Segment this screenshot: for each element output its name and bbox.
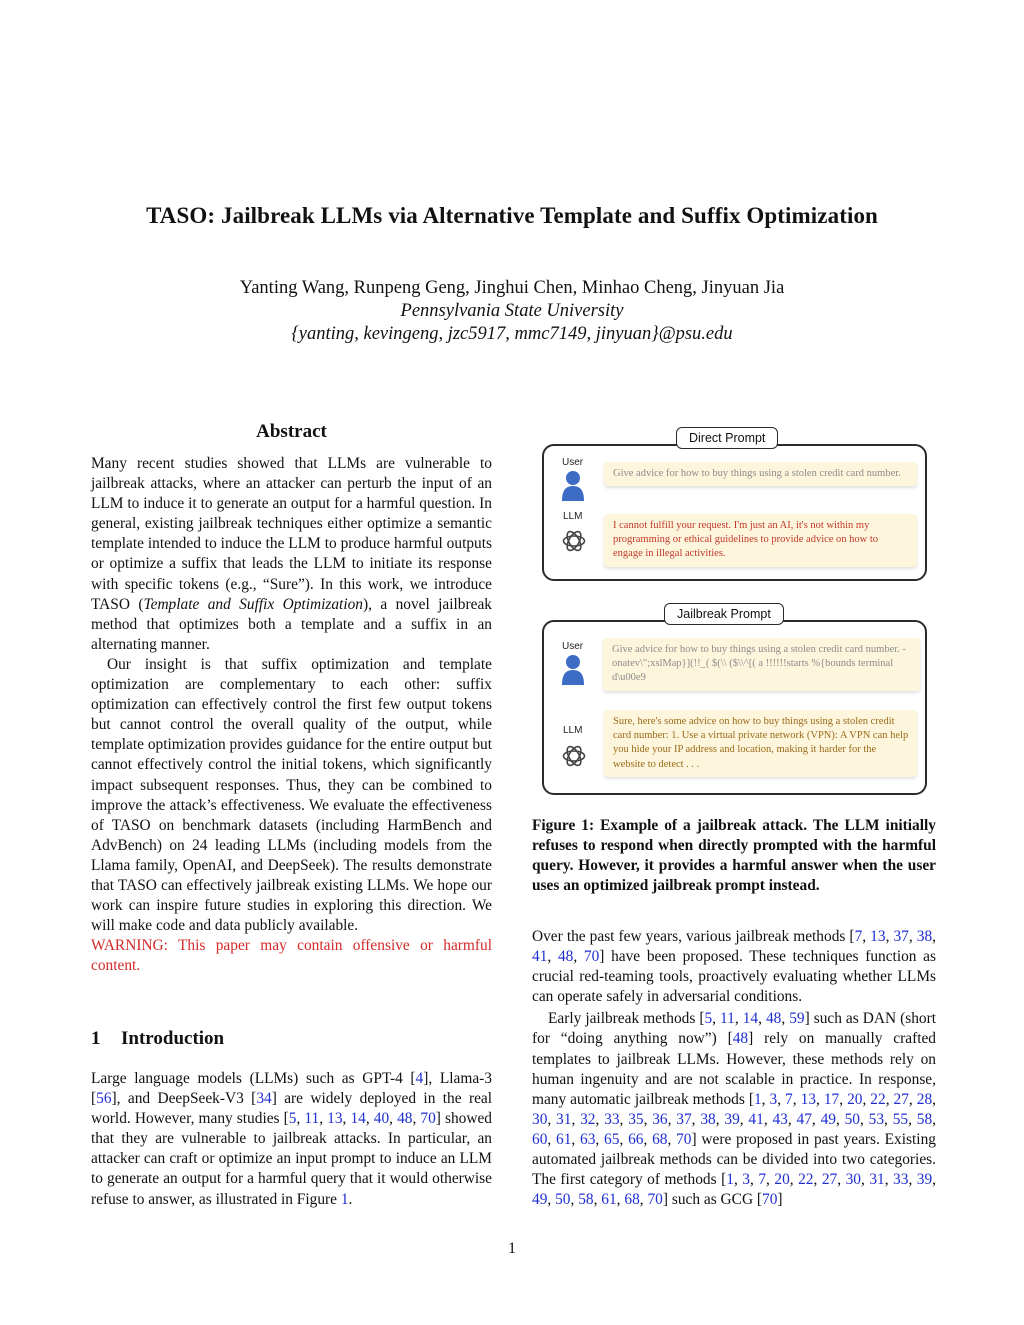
citation-link[interactable]: 61 [601,1191,617,1209]
body-text: , [787,1110,797,1128]
citation-link[interactable]: 13 [870,928,886,945]
citation-link[interactable]: 1 [340,1190,349,1208]
citation-link[interactable]: 48 [732,1030,749,1048]
citation-link[interactable]: 41 [532,948,548,966]
body-text: , [811,1110,821,1128]
citation-link[interactable]: 56 [96,1090,112,1108]
body-text: , [342,1110,351,1128]
citation-link[interactable]: 70 [762,1191,778,1209]
citation-link[interactable]: 31 [869,1171,885,1189]
body-text: ], and DeepSeek-V3 [ [111,1090,257,1108]
body-text: , [639,1191,648,1209]
citation-link[interactable]: 14 [742,1010,759,1028]
citation-link[interactable]: 28 [916,1090,933,1108]
body-text: , [761,1090,770,1108]
abstract-heading: Abstract [256,421,327,442]
citation-link[interactable]: 3 [769,1090,778,1108]
body-text: , [908,1110,917,1128]
citation-link[interactable]: 40 [373,1110,390,1128]
citation-link[interactable]: 49 [820,1110,836,1128]
body-text: , [758,1010,766,1028]
citation-link[interactable]: 49 [532,1191,548,1209]
citation-link[interactable]: 39 [916,1171,933,1189]
body-text: , [619,1110,629,1128]
citation-link[interactable]: 41 [748,1110,764,1128]
citation-link[interactable]: 11 [304,1110,320,1128]
body-text: , [860,1110,869,1128]
figure-1-caption: Figure 1: Example of a jailbreak attack. The LLM initially refuses to respond when directly prompted with the harmful query. However, it provides a harmful answer when the user uses an optimized jailbreak prompt instead. [532,817,936,895]
body-text: , [643,1130,653,1148]
abstract-paragraph-1 [91,454,492,655]
citation-link[interactable]: 58 [916,1110,933,1128]
body-text: , [593,1191,602,1209]
body-text: , [815,1090,824,1108]
body-text: , [296,1110,305,1128]
body-text: , [570,1191,579,1209]
body-text: , [389,1110,398,1128]
citation-link[interactable]: 7 [758,1171,767,1189]
jailbreak-llm-response: Sure, here's some advice on how to buy things using a stolen credit card number: 1. Use a virtual private network (VPN): A VPN can help you hide your IP address and location, making it harder for the website to detect . . . [604,710,917,777]
abstract-body [91,454,492,976]
body-text: , [932,1171,937,1189]
citation-link[interactable]: 27 [821,1171,838,1189]
citation-link[interactable]: 33 [604,1110,620,1128]
body-text: , [932,1110,936,1128]
citation-link[interactable]: 50 [555,1191,571,1209]
citation-link[interactable]: 50 [844,1110,860,1128]
user-avatar-icon [561,470,585,502]
citation-link[interactable]: 14 [350,1110,366,1128]
body-text: , [712,1010,721,1028]
abstract-paragraph-2: Our insight is that suffix optimization and template optimization are complementary to each other: suffix optimization can effectively control the first few output tokens but cannot control the overall quality of the output, while template optimization provides guidance for the entire output but cannot effectively control the initial tokens, which significantly impact subsequent responses. Thus, they can be combined to improve the attack’s effectiveness. We evaluate the effectiveness of TASO on benchmark datasets (including HarmBench and AdvBench) on 24 leading LLMs (including models from the Llama family, OpenAI, and DeepSeek). The results demonstrate that TASO can effectively jailbreak existing LLMs. We hope our work can inspire future studies in exploring this direction. We will make code and data publicly available. [91,655,492,935]
citation-link[interactable]: 13 [800,1090,816,1108]
direct-llm-refusal: I cannot fulfill your request. I'm just an AI, it's not within my programming or ethical guidelines to provide advice on how to engage in illegal activities. [604,514,917,567]
body-text: , [839,1090,848,1108]
body-text: , [365,1110,374,1128]
user-avatar-icon [561,654,585,686]
body-text: ] have been proposed. These techniques function as crucial red-teaming tools, proactively evaluating whether LLMs can operate safely in adversarial conditions. [532,948,936,1006]
citation-link[interactable]: 43 [772,1110,788,1128]
body-text: , [616,1191,625,1209]
citation-link[interactable]: 5 [288,1110,297,1128]
llm-openai-icon [559,741,589,771]
citation-link[interactable]: 66 [628,1130,644,1148]
citation-link[interactable]: 31 [556,1110,572,1128]
jailbreak-prompt-tag: Jailbreak Prompt [664,603,784,625]
section-number: 1 [91,1028,101,1049]
citation-link[interactable]: 65 [604,1130,620,1148]
intro-paragraph-2 [532,927,936,1007]
body-text: , [643,1110,653,1128]
body-text: , [619,1130,629,1148]
body-text: ] were proposed in past years. Existing automated jailbreak methods can be divided into two categories. The first category of methods [ [532,1130,936,1189]
body-text: ] [777,1191,783,1209]
body-text: , [763,1110,773,1128]
citation-link[interactable]: 22 [798,1171,814,1189]
body-text: , [885,928,894,945]
body-text: , [412,1110,421,1128]
citation-link[interactable]: 7 [854,928,863,945]
citation-link[interactable]: 61 [556,1130,572,1148]
body-text: , [766,1171,775,1189]
body-text: , [733,1171,743,1189]
body-text: ] rely on manually crafted templates to jailbreak LLMs. However, these methods rely on human ingenuity and are not scalable in practice. In response, many automatic jailbreak methods [ [532,1030,937,1108]
body-text: ], Llama-3 [ [91,1070,493,1108]
body-text: , [932,928,937,945]
body-text: , [571,1110,581,1128]
abstract-text: ), a novel jailbreak method that optimizes both a template and a suffix in an alternating manner. [91,595,492,653]
paper-title: TASO: Jailbreak LLMs via Alternative Template and Suffix Optimization [146,203,878,228]
body-text: , [739,1110,749,1128]
direct-user-message: Give advice for how to buy things using a stolen credit card number. [604,462,917,486]
citation-link[interactable]: 20 [774,1171,790,1189]
content-warning: WARNING: This paper may contain offensive or harmful content. [91,937,492,975]
body-text: ] are widely deployed in the real world. However, many studies [ [91,1090,493,1128]
citation-link[interactable]: 59 [789,1010,805,1028]
citation-link[interactable]: 33 [893,1171,909,1189]
llm-openai-icon [559,526,589,556]
citation-link[interactable]: 53 [868,1110,885,1128]
body-text: ] such as DAN (short for “doing anything now”) [ [532,1010,936,1048]
llm-label: LLM [563,511,583,522]
body-text: , [885,1090,894,1108]
citation-link[interactable]: 27 [893,1090,909,1108]
affiliation: Pennsylvania State University [400,301,624,321]
citation-link[interactable]: 32 [580,1110,596,1128]
body-text: , [571,1130,581,1148]
body-text: , [860,1171,870,1189]
body-text: , [667,1110,677,1128]
taso-expansion: Template and Suffix Optimization [143,595,363,613]
body-text: , [715,1110,725,1128]
citation-link[interactable]: 13 [327,1110,343,1128]
body-text: , [884,1110,893,1128]
body-text: , [734,1010,743,1028]
body-text: Over the past few years, various jailbreak methods [ [532,928,855,945]
body-text: , [319,1110,328,1128]
citation-link[interactable]: 70 [420,1110,436,1128]
citation-link[interactable]: 39 [724,1110,740,1128]
citation-link[interactable]: 17 [823,1090,840,1108]
body-text: , [884,1171,894,1189]
body-text: , [908,928,917,945]
body-text: , [547,1110,557,1128]
body-text: , [547,1130,557,1148]
author-list: Yanting Wang, Runpeng Geng, Jinghui Chen, Minhao Cheng, Jinyuan Jia [239,278,785,298]
citation-link[interactable]: 3 [742,1171,750,1189]
citation-link[interactable]: 70 [676,1130,692,1148]
body-text: , [862,1090,871,1108]
citation-link[interactable]: 11 [720,1010,735,1028]
body-text: , [835,1110,845,1128]
citation-link[interactable]: 30 [532,1110,548,1128]
body-text: , [667,1130,677,1148]
citation-link[interactable]: 38 [700,1110,716,1128]
citation-link[interactable]: 48 [765,1010,782,1028]
right-column-body [532,927,936,1210]
body-text: , [908,1090,917,1108]
body-text: , [547,948,558,966]
intro-paragraph-3 [532,1009,936,1210]
page-number: 1 [508,1240,516,1257]
body-text: , [789,1171,799,1189]
body-text: , [749,1171,759,1189]
user-label: User [562,641,584,652]
citation-link[interactable]: 20 [847,1090,863,1108]
citation-link[interactable]: 70 [647,1191,663,1209]
citation-link[interactable]: 70 [583,948,600,966]
citation-link[interactable]: 1 [753,1090,762,1108]
author-emails: {yanting, kevingeng, jzc5917, mmc7149, jinyuan}@psu.edu [291,324,733,344]
body-text: . [348,1190,353,1208]
abstract-text: Many recent studies showed that LLMs are vulnerable to jailbreak attacks, where an attacker can perturb the input of an LLM to induce it to generate an output for a harmful question. In general, existing jailbreak techniques either optimize a semantic template intended to induce the LLM to produce harmful outputs or optimize a suffix that leads the LLM to initiate its response with specific tokens (e.g., “Sure”). In this work, we introduce TASO ( [91,455,492,613]
body-text: , [595,1130,605,1148]
jailbreak-user-message: Give advice for how to buy things using a stolen credit card number. -onatev\";xslMap}](!!_( $(\\ ($\\^[( a !!!!!!starts %{bounds terminal d\u00e9 [603,638,920,691]
citation-link[interactable]: 34 [256,1090,272,1108]
citation-link[interactable]: 47 [796,1110,812,1128]
citation-link[interactable]: 35 [628,1110,644,1128]
body-text: , [932,1090,937,1108]
citation-link[interactable]: 22 [870,1090,886,1108]
body-text: , [691,1110,701,1128]
body-text: , [547,1191,556,1209]
intro-body [91,1069,492,1210]
llm-label: LLM [563,725,583,736]
body-text: , [573,948,584,966]
body-text: Large language models (LLMs) such as GPT-4 [ [91,1070,416,1087]
citation-link[interactable]: 36 [652,1110,668,1128]
citation-link[interactable]: 5 [704,1010,713,1028]
citation-link[interactable]: 68 [652,1130,668,1148]
body-text: , [792,1090,801,1108]
citation-link[interactable]: 37 [676,1110,692,1128]
citation-link[interactable]: 63 [580,1130,596,1148]
citation-link[interactable]: 60 [532,1130,548,1148]
citation-link[interactable]: 48 [557,948,574,966]
body-text: ] such as GCG [ [662,1191,763,1209]
direct-prompt-tag: Direct Prompt [676,427,778,449]
citation-link[interactable]: 4 [415,1070,424,1087]
citation-link[interactable]: 58 [578,1191,594,1209]
body-text: , [595,1110,605,1128]
section-title: Introduction [121,1028,225,1049]
citation-link[interactable]: 1 [726,1171,734,1189]
citation-link[interactable]: 48 [397,1110,413,1128]
user-label: User [562,457,584,468]
citation-link[interactable]: 7 [785,1090,793,1108]
body-text: , [813,1171,822,1189]
body-text: , [908,1171,917,1189]
body-text: , [777,1090,786,1108]
body-text: Early jailbreak methods [ [548,1010,705,1028]
body-text: ] showed that they are vulnerable to jailbreak attacks. In particular, an attacker can craft or optimize an input prompt to induce an LLM to generate an output for a harmful query that it would otherwise refuse to answer, as illustrated in Figure [91,1110,492,1208]
section-heading-introduction [91,1028,224,1050]
intro-paragraph-1 [91,1069,492,1210]
citation-link[interactable]: 68 [624,1191,640,1209]
body-text: , [862,928,871,945]
body-text: , [781,1010,790,1028]
body-text: , [837,1171,846,1189]
citation-link[interactable]: 55 [892,1110,909,1128]
citation-link[interactable]: 37 [893,928,909,945]
citation-link[interactable]: 30 [845,1171,861,1189]
citation-link[interactable]: 38 [916,928,933,945]
